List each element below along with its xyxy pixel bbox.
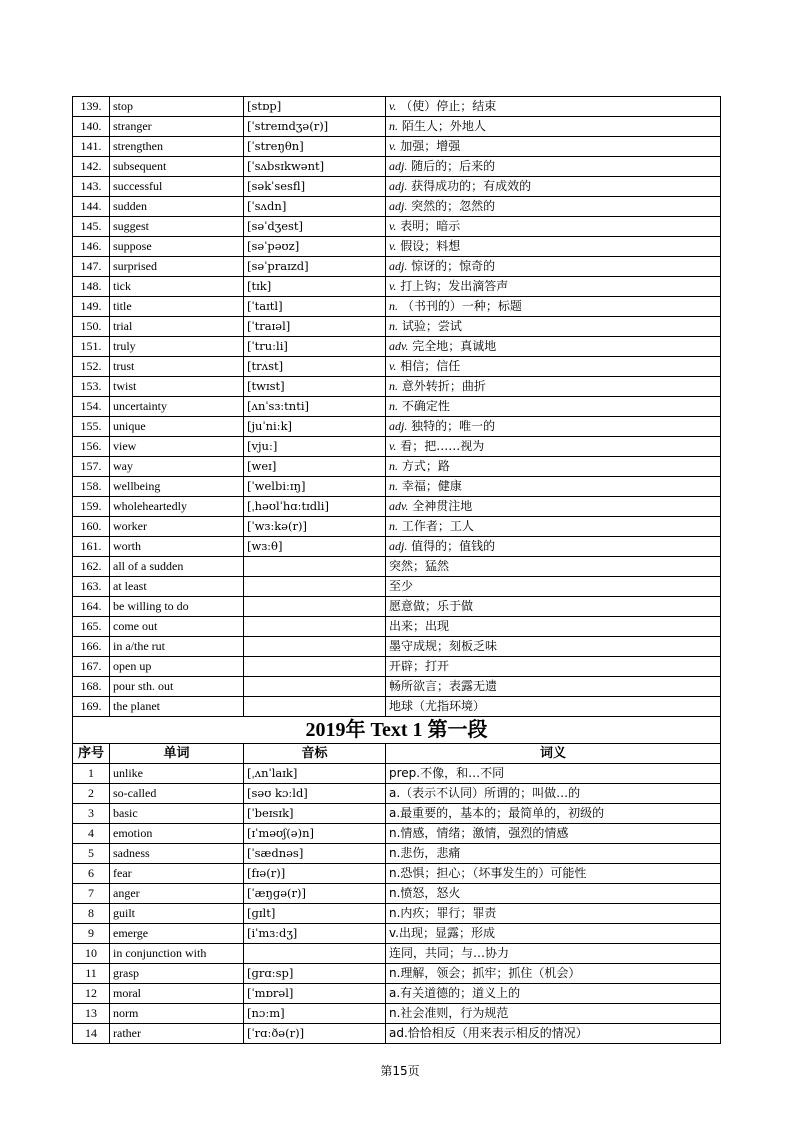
table-row — [73, 1024, 721, 1044]
table-row — [73, 317, 721, 337]
row-number: 3 — [73, 804, 110, 824]
row-meaning — [386, 517, 721, 537]
row-word: unlike — [110, 764, 244, 784]
row-word: surprised — [110, 257, 244, 277]
row-number: 158. — [73, 477, 110, 497]
part-of-speech: v. — [389, 439, 397, 453]
row-phonetic: [ˈsʌbsɪkwənt] — [244, 157, 386, 177]
row-phonetic — [244, 697, 386, 717]
row-word: tick — [110, 277, 244, 297]
table-row — [73, 537, 721, 557]
table-row — [73, 337, 721, 357]
meaning-text: 开辟；打开 — [389, 659, 450, 673]
row-number: 155. — [73, 417, 110, 437]
table-row — [73, 824, 721, 844]
part-of-speech: adj. — [389, 179, 408, 193]
meaning-text: 独特的；唯一的 — [411, 419, 496, 433]
row-number: 148. — [73, 277, 110, 297]
meaning-text: 至少 — [389, 579, 414, 593]
part-of-speech: adj. — [389, 539, 408, 553]
row-meaning — [386, 237, 721, 257]
row-meaning — [386, 437, 721, 457]
row-meaning — [386, 617, 721, 637]
word-list-2019 — [73, 764, 721, 1044]
meaning-text: 试验；尝试 — [401, 319, 462, 333]
row-phonetic: [iˈmɜːdʒ] — [244, 924, 386, 944]
row-word: trial — [110, 317, 244, 337]
row-number: 162. — [73, 557, 110, 577]
row-phonetic: [ˈwɜːkə(r)] — [244, 517, 386, 537]
row-word: in a/the rut — [110, 637, 244, 657]
row-word: anger — [110, 884, 244, 904]
row-phonetic: [wɜːθ] — [244, 537, 386, 557]
row-phonetic: [ʌnˈsɜːtnti] — [244, 397, 386, 417]
row-meaning — [386, 397, 721, 417]
row-meaning: n.恐惧；担心；（坏事发生的）可能性 — [386, 864, 721, 884]
row-word: be willing to do — [110, 597, 244, 617]
row-phonetic: [weɪ] — [244, 457, 386, 477]
meaning-text: 表明；暗示 — [400, 219, 461, 233]
part-of-speech: adj. — [389, 199, 408, 213]
vocabulary-page — [72, 96, 720, 1044]
table-row — [73, 137, 721, 157]
row-meaning: a.有关道德的；道义上的 — [386, 984, 721, 1004]
row-meaning — [386, 557, 721, 577]
row-word: stranger — [110, 117, 244, 137]
row-number: 159. — [73, 497, 110, 517]
row-meaning — [386, 677, 721, 697]
row-phonetic: [nɔːm] — [244, 1004, 386, 1024]
row-word: the planet — [110, 697, 244, 717]
row-word: fear — [110, 864, 244, 884]
row-meaning — [386, 197, 721, 217]
row-number: 153. — [73, 377, 110, 397]
row-number: 8 — [73, 904, 110, 924]
row-meaning: prep.不像，和…不同 — [386, 764, 721, 784]
table-row — [73, 677, 721, 697]
row-number: 160. — [73, 517, 110, 537]
table-row — [73, 117, 721, 137]
row-meaning — [386, 137, 721, 157]
row-meaning — [386, 417, 721, 437]
row-number: 142. — [73, 157, 110, 177]
table-row — [73, 457, 721, 477]
table-row — [73, 884, 721, 904]
row-meaning — [386, 637, 721, 657]
part-of-speech: adj. — [389, 419, 408, 433]
part-of-speech: n. — [389, 379, 398, 393]
row-number: 164. — [73, 597, 110, 617]
meaning-text: 惊讶的；惊奇的 — [411, 259, 496, 273]
row-meaning: n.理解，领会；抓牢；抓住（机会） — [386, 964, 721, 984]
part-of-speech: v. — [389, 239, 397, 253]
table-row — [73, 217, 721, 237]
row-phonetic — [244, 557, 386, 577]
meaning-text: 意外转折；曲折 — [401, 379, 486, 393]
row-number: 12 — [73, 984, 110, 1004]
meaning-text: 打上钩；发出滴答声 — [400, 279, 509, 293]
meaning-text: （使）停止；结束 — [400, 99, 497, 113]
row-word: so-called — [110, 784, 244, 804]
row-word: at least — [110, 577, 244, 597]
row-word: moral — [110, 984, 244, 1004]
row-word: view — [110, 437, 244, 457]
row-phonetic: [səˈdʒest] — [244, 217, 386, 237]
table-row — [73, 417, 721, 437]
vocabulary-table — [72, 96, 721, 1044]
row-number: 168. — [73, 677, 110, 697]
row-phonetic: [trʌst] — [244, 357, 386, 377]
row-phonetic: [ˈstreɪndʒə(r)] — [244, 117, 386, 137]
section-2019-text1 — [73, 717, 721, 764]
table-row — [73, 637, 721, 657]
row-meaning: 连同，共同；与…协力 — [386, 944, 721, 964]
row-phonetic: [ˈbeɪsɪk] — [244, 804, 386, 824]
row-number: 157. — [73, 457, 110, 477]
meaning-text: 突然；猛然 — [389, 559, 450, 573]
row-number: 140. — [73, 117, 110, 137]
table-row — [73, 984, 721, 1004]
row-number: 145. — [73, 217, 110, 237]
header-phonetic: 音标 — [244, 744, 386, 764]
section-heading-row — [73, 717, 721, 744]
table-row — [73, 964, 721, 984]
row-word: wellbeing — [110, 477, 244, 497]
row-meaning — [386, 277, 721, 297]
row-word: emerge — [110, 924, 244, 944]
row-number: 9 — [73, 924, 110, 944]
row-phonetic — [244, 617, 386, 637]
row-word: pour sth. out — [110, 677, 244, 697]
row-meaning — [386, 117, 721, 137]
table-row — [73, 517, 721, 537]
meaning-text: 出来；出现 — [389, 619, 450, 633]
row-meaning: n.愤怒，怒火 — [386, 884, 721, 904]
row-number: 7 — [73, 884, 110, 904]
row-meaning — [386, 537, 721, 557]
part-of-speech: n. — [389, 299, 398, 313]
row-phonetic: [vjuː] — [244, 437, 386, 457]
table-row — [73, 157, 721, 177]
row-phonetic: [ˈæŋɡə(r)] — [244, 884, 386, 904]
meaning-text: 不确定性 — [401, 399, 450, 413]
row-meaning: n.社会准则，行为规范 — [386, 1004, 721, 1024]
meaning-text: 看；把……视为 — [400, 439, 485, 453]
row-phonetic — [244, 944, 386, 964]
row-number: 13 — [73, 1004, 110, 1024]
row-word: sudden — [110, 197, 244, 217]
row-meaning: n.悲伤，悲痛 — [386, 844, 721, 864]
row-meaning — [386, 497, 721, 517]
row-number: 6 — [73, 864, 110, 884]
row-number: 165. — [73, 617, 110, 637]
row-meaning: n.情感，情绪；激情，强烈的情感 — [386, 824, 721, 844]
table-row — [73, 397, 721, 417]
part-of-speech: adv. — [389, 499, 409, 513]
row-word: truly — [110, 337, 244, 357]
row-meaning: a.（表示不认同）所谓的；叫做…的 — [386, 784, 721, 804]
row-number: 1 — [73, 764, 110, 784]
meaning-text: （书刊的）一种；标题 — [401, 299, 522, 313]
header-word: 单词 — [110, 744, 244, 764]
row-phonetic: [ˌʌnˈlaɪk] — [244, 764, 386, 784]
row-phonetic — [244, 677, 386, 697]
row-meaning — [386, 217, 721, 237]
table-row — [73, 597, 721, 617]
row-meaning — [386, 377, 721, 397]
row-phonetic: [ˈtaɪtl] — [244, 297, 386, 317]
row-number: 4 — [73, 824, 110, 844]
row-phonetic: [ˈsʌdn] — [244, 197, 386, 217]
row-number: 143. — [73, 177, 110, 197]
meaning-text: 愿意做；乐于做 — [389, 599, 474, 613]
section-title: 2019年 Text 1 第一段 — [73, 717, 721, 744]
row-number: 166. — [73, 637, 110, 657]
row-meaning: n.内疚；罪行；罪责 — [386, 904, 721, 924]
meaning-text: 突然的；忽然的 — [411, 199, 496, 213]
table-row — [73, 784, 721, 804]
row-phonetic: [ˈwelbiːɪŋ] — [244, 477, 386, 497]
row-meaning — [386, 257, 721, 277]
table-row — [73, 497, 721, 517]
row-phonetic: [ɪˈməʊʃ(ə)n] — [244, 824, 386, 844]
row-word: in conjunction with — [110, 944, 244, 964]
table-row — [73, 257, 721, 277]
row-number: 146. — [73, 237, 110, 257]
part-of-speech: adj. — [389, 159, 408, 173]
row-number: 141. — [73, 137, 110, 157]
part-of-speech: n. — [389, 459, 398, 473]
row-word: open up — [110, 657, 244, 677]
row-phonetic: [ˈrɑːðə(r)] — [244, 1024, 386, 1044]
table-row — [73, 377, 721, 397]
row-phonetic: [tɪk] — [244, 277, 386, 297]
part-of-speech: n. — [389, 119, 398, 133]
meaning-text: 陌生人；外地人 — [401, 119, 486, 133]
part-of-speech: n. — [389, 519, 398, 533]
row-number: 150. — [73, 317, 110, 337]
row-meaning — [386, 337, 721, 357]
row-meaning — [386, 577, 721, 597]
table-row — [73, 804, 721, 824]
table-row — [73, 697, 721, 717]
row-word: way — [110, 457, 244, 477]
meaning-text: 获得成功的；有成效的 — [411, 179, 532, 193]
row-word: wholeheartedly — [110, 497, 244, 517]
row-number: 11 — [73, 964, 110, 984]
row-number: 14 — [73, 1024, 110, 1044]
row-phonetic: [səˈpraɪzd] — [244, 257, 386, 277]
row-number: 169. — [73, 697, 110, 717]
row-word: title — [110, 297, 244, 317]
meaning-text: 地球（尤指环境） — [389, 699, 486, 713]
row-word: guilt — [110, 904, 244, 924]
row-meaning — [386, 597, 721, 617]
row-meaning — [386, 157, 721, 177]
table-row — [73, 904, 721, 924]
row-phonetic: [stɒp] — [244, 97, 386, 117]
table-row — [73, 437, 721, 457]
row-word: suppose — [110, 237, 244, 257]
table-row — [73, 297, 721, 317]
row-number: 5 — [73, 844, 110, 864]
row-phonetic: [ɡrɑːsp] — [244, 964, 386, 984]
row-word: unique — [110, 417, 244, 437]
header-meaning: 词义 — [386, 744, 721, 764]
table-row — [73, 944, 721, 964]
row-phonetic: [səʊ kɔːld] — [244, 784, 386, 804]
table-row — [73, 237, 721, 257]
table-row — [73, 97, 721, 117]
word-list-continued — [73, 97, 721, 717]
meaning-text: 幸福；健康 — [401, 479, 462, 493]
row-phonetic: [fɪə(r)] — [244, 864, 386, 884]
row-word: uncertainty — [110, 397, 244, 417]
row-number: 139. — [73, 97, 110, 117]
row-meaning: a.最重要的，基本的；最简单的，初级的 — [386, 804, 721, 824]
row-phonetic: [ˈsædnəs] — [244, 844, 386, 864]
table-row — [73, 477, 721, 497]
row-phonetic: [ˌhəʊlˈhɑːtɪdli] — [244, 497, 386, 517]
row-phonetic: [twɪst] — [244, 377, 386, 397]
meaning-text: 畅所欲言；表露无遗 — [389, 679, 498, 693]
part-of-speech: v. — [389, 359, 397, 373]
row-word: worker — [110, 517, 244, 537]
table-row — [73, 764, 721, 784]
table-row — [73, 557, 721, 577]
table-row — [73, 657, 721, 677]
row-number: 161. — [73, 537, 110, 557]
row-phonetic — [244, 597, 386, 617]
row-word: norm — [110, 1004, 244, 1024]
row-phonetic: [ˈtruːli] — [244, 337, 386, 357]
row-word: worth — [110, 537, 244, 557]
meaning-text: 随后的；后来的 — [411, 159, 496, 173]
row-phonetic: [səkˈsesfl] — [244, 177, 386, 197]
row-meaning — [386, 457, 721, 477]
row-meaning — [386, 657, 721, 677]
row-number: 167. — [73, 657, 110, 677]
meaning-text: 假设；料想 — [400, 239, 461, 253]
row-phonetic: [ˈmɒrəl] — [244, 984, 386, 1004]
table-row — [73, 577, 721, 597]
row-phonetic — [244, 577, 386, 597]
row-word: all of a sudden — [110, 557, 244, 577]
row-word: stop — [110, 97, 244, 117]
row-word: suggest — [110, 217, 244, 237]
row-number: 2 — [73, 784, 110, 804]
part-of-speech: v. — [389, 139, 397, 153]
row-meaning — [386, 97, 721, 117]
row-word: trust — [110, 357, 244, 377]
table-row — [73, 277, 721, 297]
row-meaning — [386, 177, 721, 197]
part-of-speech: n. — [389, 399, 398, 413]
meaning-text: 全神贯注地 — [412, 499, 473, 513]
row-word: grasp — [110, 964, 244, 984]
meaning-text: 相信；信任 — [400, 359, 461, 373]
row-meaning: v.出现；显露；形成 — [386, 924, 721, 944]
row-phonetic: [ˈstreŋθn] — [244, 137, 386, 157]
row-number: 147. — [73, 257, 110, 277]
table-row — [73, 864, 721, 884]
row-number: 156. — [73, 437, 110, 457]
row-word: subsequent — [110, 157, 244, 177]
row-meaning — [386, 297, 721, 317]
part-of-speech: adj. — [389, 259, 408, 273]
header-number: 序号 — [73, 744, 110, 764]
part-of-speech: n. — [389, 319, 398, 333]
row-word: emotion — [110, 824, 244, 844]
table-row — [73, 197, 721, 217]
row-phonetic: [səˈpəʊz] — [244, 237, 386, 257]
part-of-speech: n. — [389, 479, 398, 493]
row-word: strengthen — [110, 137, 244, 157]
part-of-speech: v. — [389, 219, 397, 233]
part-of-speech: adv. — [389, 339, 409, 353]
row-meaning: ad.恰恰相反（用来表示相反的情况） — [386, 1024, 721, 1044]
meaning-text: 值得的；值钱的 — [411, 539, 496, 553]
row-phonetic: [ˈtraɪəl] — [244, 317, 386, 337]
meaning-text: 工作者；工人 — [401, 519, 474, 533]
row-phonetic — [244, 637, 386, 657]
table-row — [73, 177, 721, 197]
row-word: sadness — [110, 844, 244, 864]
row-number: 152. — [73, 357, 110, 377]
row-number: 10 — [73, 944, 110, 964]
row-phonetic: [juˈniːk] — [244, 417, 386, 437]
page-number: 第15页 — [380, 1064, 420, 1078]
meaning-text: 方式；路 — [401, 459, 450, 473]
row-number: 163. — [73, 577, 110, 597]
meaning-text: 完全地；真诚地 — [412, 339, 497, 353]
row-phonetic: [ɡɪlt] — [244, 904, 386, 924]
table-row — [73, 844, 721, 864]
meaning-text: 加强；增强 — [400, 139, 461, 153]
row-number: 154. — [73, 397, 110, 417]
part-of-speech: v. — [389, 279, 397, 293]
row-word: successful — [110, 177, 244, 197]
row-number: 144. — [73, 197, 110, 217]
row-word: twist — [110, 377, 244, 397]
table-row — [73, 924, 721, 944]
table-row — [73, 357, 721, 377]
row-number: 149. — [73, 297, 110, 317]
row-word: come out — [110, 617, 244, 637]
meaning-text: 墨守成规；刻板乏味 — [389, 639, 498, 653]
table-row — [73, 1004, 721, 1024]
row-number: 151. — [73, 337, 110, 357]
table-row — [73, 617, 721, 637]
row-word: rather — [110, 1024, 244, 1044]
row-meaning — [386, 317, 721, 337]
row-word: basic — [110, 804, 244, 824]
part-of-speech: v. — [389, 99, 397, 113]
row-meaning — [386, 697, 721, 717]
row-meaning — [386, 477, 721, 497]
row-phonetic — [244, 657, 386, 677]
row-meaning — [386, 357, 721, 377]
column-header-row — [73, 744, 721, 764]
